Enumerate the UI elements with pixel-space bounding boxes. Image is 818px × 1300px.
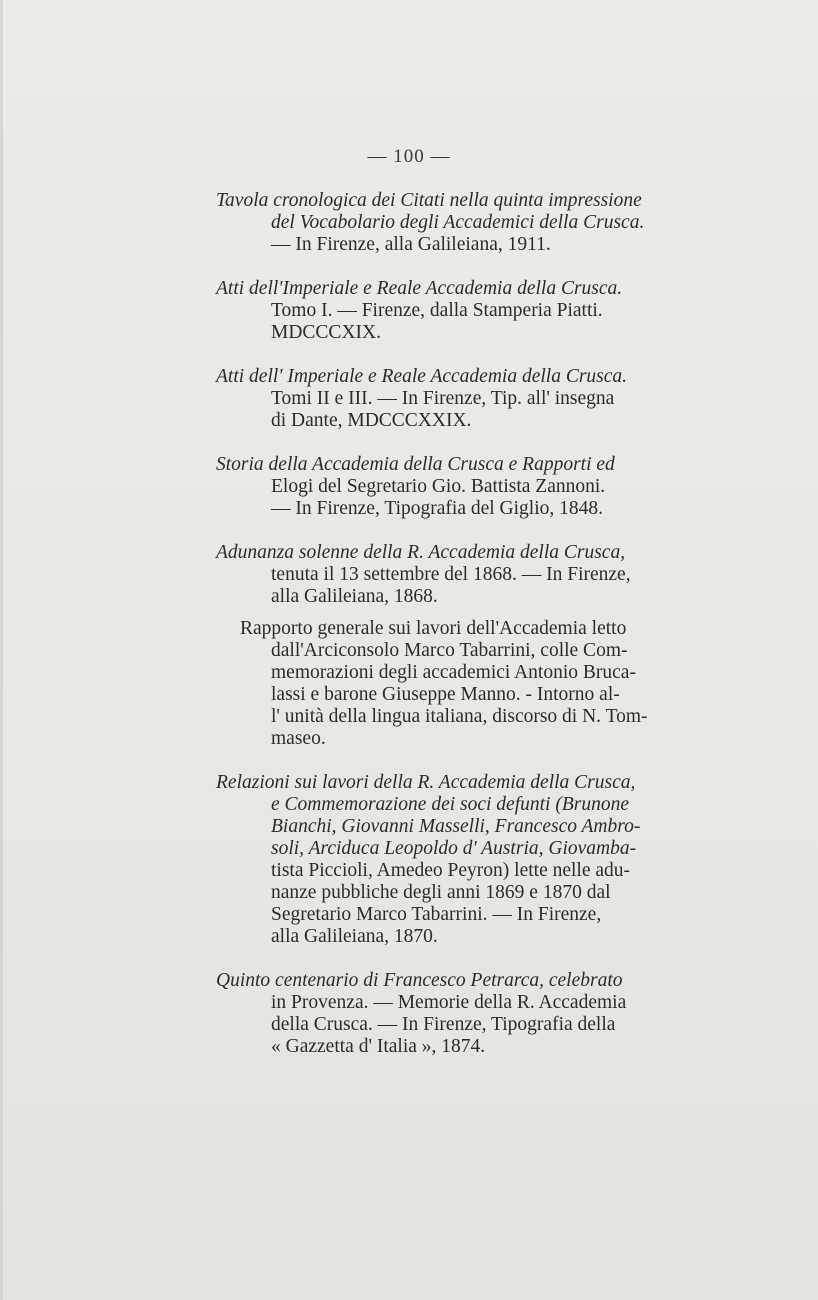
entry-line: alla Galileiana, 1868. — [271, 586, 438, 607]
entry-line: Tomo I. — Firenze, dalla Stamperia Piatti. — [271, 300, 603, 321]
page-number: — 100 — — [367, 146, 451, 167]
entry-line: Adunanza solenne della R. Accademia della Crusca, — [216, 542, 626, 563]
bibliography-list — [216, 190, 700, 1080]
entry-line: Atti dell'Imperiale e Reale Accademia della Crusca. — [216, 278, 623, 299]
entry-line: Relazioni sui lavori della R. Accademia della Crusca, — [216, 772, 636, 793]
entry-line: del Vocabolario degli Accademici della Crusca. — [271, 212, 645, 233]
bibliography-entry — [216, 454, 700, 520]
entry-line: « Gazzetta d' Italia », 1874. — [271, 1036, 486, 1057]
entry-line: di Dante, MDCCCXXIX. — [271, 410, 472, 431]
entry-line: maseo. — [271, 728, 326, 749]
entry-line: lassi e barone Giuseppe Manno. - Intorno al- — [271, 684, 620, 705]
entry-line: Rapporto generale sui lavori dell'Accademia letto — [240, 618, 627, 639]
entry-line: della Crusca. — In Firenze, Tipografia della — [271, 1014, 616, 1035]
entry-line: Quinto centenario di Francesco Petrarca, celebrato — [216, 970, 623, 991]
bibliography-entry — [216, 542, 700, 608]
entry-line: Tavola cronologica dei Citati nella quinta impressione — [216, 190, 642, 211]
entry-line: dall'Arciconsolo Marco Tabarrini, colle Com- — [271, 640, 628, 661]
entry-line: Atti dell' Imperiale e Reale Accademia della Crusca. — [216, 366, 628, 387]
entry-line: — In Firenze, alla Galileiana, 1911. — [271, 234, 551, 255]
bibliography-entry — [216, 366, 700, 432]
bibliography-entry — [216, 970, 700, 1058]
entry-line: Storia della Accademia della Crusca e Rapporti ed — [216, 454, 615, 475]
entry-line: — In Firenze, Tipografia del Giglio, 1848. — [271, 498, 604, 519]
bibliography-entry — [216, 190, 700, 256]
entry-line: Bianchi, Giovanni Masselli, Francesco Ambro- — [271, 816, 641, 837]
entry-line: tista Piccioli, Amedeo Peyron) lette nelle adu- — [271, 860, 631, 881]
bibliography-entry — [216, 772, 700, 948]
bibliography-subentry — [216, 618, 700, 750]
entry-line: in Provenza. — Memorie della R. Accademia — [271, 992, 627, 1013]
entry-line: MDCCCXIX. — [271, 322, 381, 343]
entry-line: alla Galileiana, 1870. — [271, 926, 438, 947]
entry-line: Segretario Marco Tabarrini. — In Firenze, — [271, 904, 602, 925]
entry-line: Tomi II e III. — In Firenze, Tip. all' insegna — [271, 388, 615, 409]
entry-line: nanze pubbliche degli anni 1869 e 1870 dal — [271, 882, 611, 903]
entry-line: l' unità della lingua italiana, discorso di N. Tom- — [271, 706, 648, 727]
entry-line: memorazioni degli accademici Antonio Bruca- — [271, 662, 636, 683]
entry-line: soli, Arciduca Leopoldo d' Austria, Giovamba- — [271, 838, 637, 859]
entry-line: tenuta il 13 settembre del 1868. — In Firenze, — [271, 564, 631, 585]
entry-line: Elogi del Segretario Gio. Battista Zannoni. — [271, 476, 606, 497]
entry-line: e Commemorazione dei soci defunti (Brunone — [271, 794, 629, 815]
bibliography-entry — [216, 278, 700, 344]
